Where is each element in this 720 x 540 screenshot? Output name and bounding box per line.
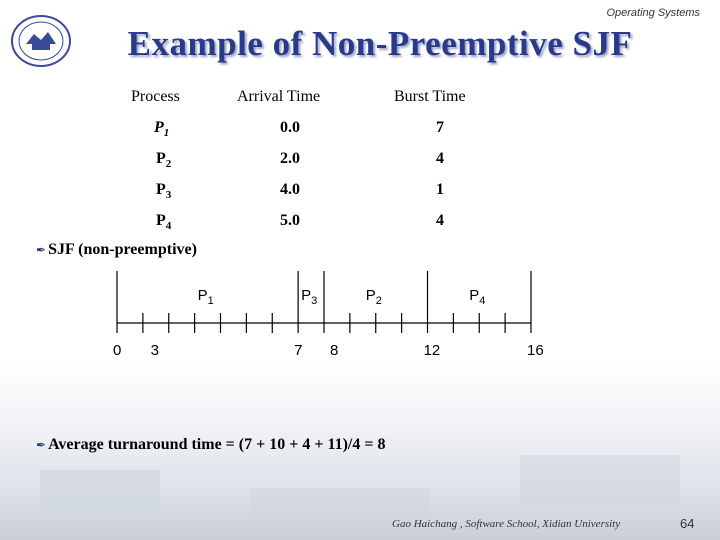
gantt-process-label: $P_3$ [301, 287, 318, 307]
gantt-time-label: 12 [423, 342, 441, 359]
gantt-process-label: $P_4$ [469, 287, 486, 307]
column-header-burst: Burst Time [394, 88, 466, 105]
gantt-time-label: 7 [294, 342, 303, 359]
burst-cell: 1 [436, 181, 444, 198]
footer-credit: Gao Haichang , Software School, Xidian University [392, 518, 621, 530]
gantt-time-label: 16 [527, 342, 544, 359]
sjf-bullet: ✒ SJF (non-preemptive) [36, 241, 197, 258]
process-cell: $P_2$ [156, 150, 172, 171]
gantt-process-label: $P_2$ [365, 287, 382, 307]
pen-icon: ✒ [36, 243, 47, 257]
burst-cell: 7 [436, 119, 444, 136]
slide-title: Example of Non-Preemptive SJF [127, 24, 633, 63]
process-cell: $P_3$ [156, 181, 172, 202]
page-number: 64 [680, 516, 695, 531]
column-header-process: Process [131, 88, 180, 105]
column-header-arrival: Arrival Time [237, 88, 321, 105]
process-cell: $P_1$ [154, 119, 170, 140]
burst-cell: 4 [436, 212, 444, 229]
process-cell: $P_4$ [156, 212, 172, 233]
gantt-time-label: 8 [330, 342, 339, 359]
burst-cell: 4 [436, 150, 444, 167]
arrival-cell: 5.0 [280, 212, 300, 229]
arrival-cell: 0.0 [280, 119, 300, 136]
arrival-cell: 2.0 [280, 150, 300, 167]
gantt-time-label: 0 [113, 342, 122, 359]
course-name: Operating Systems [606, 7, 700, 19]
pen-icon: ✒ [36, 438, 47, 452]
gantt-process-label: $P_1$ [197, 287, 214, 307]
arrival-cell: 4.0 [280, 181, 300, 198]
average-turnaround-bullet: ✒ Average turnaround time = (7 + 10 + 4 + 11)/4 = 8 [36, 436, 386, 453]
gantt-time-label: 3 [150, 342, 159, 359]
